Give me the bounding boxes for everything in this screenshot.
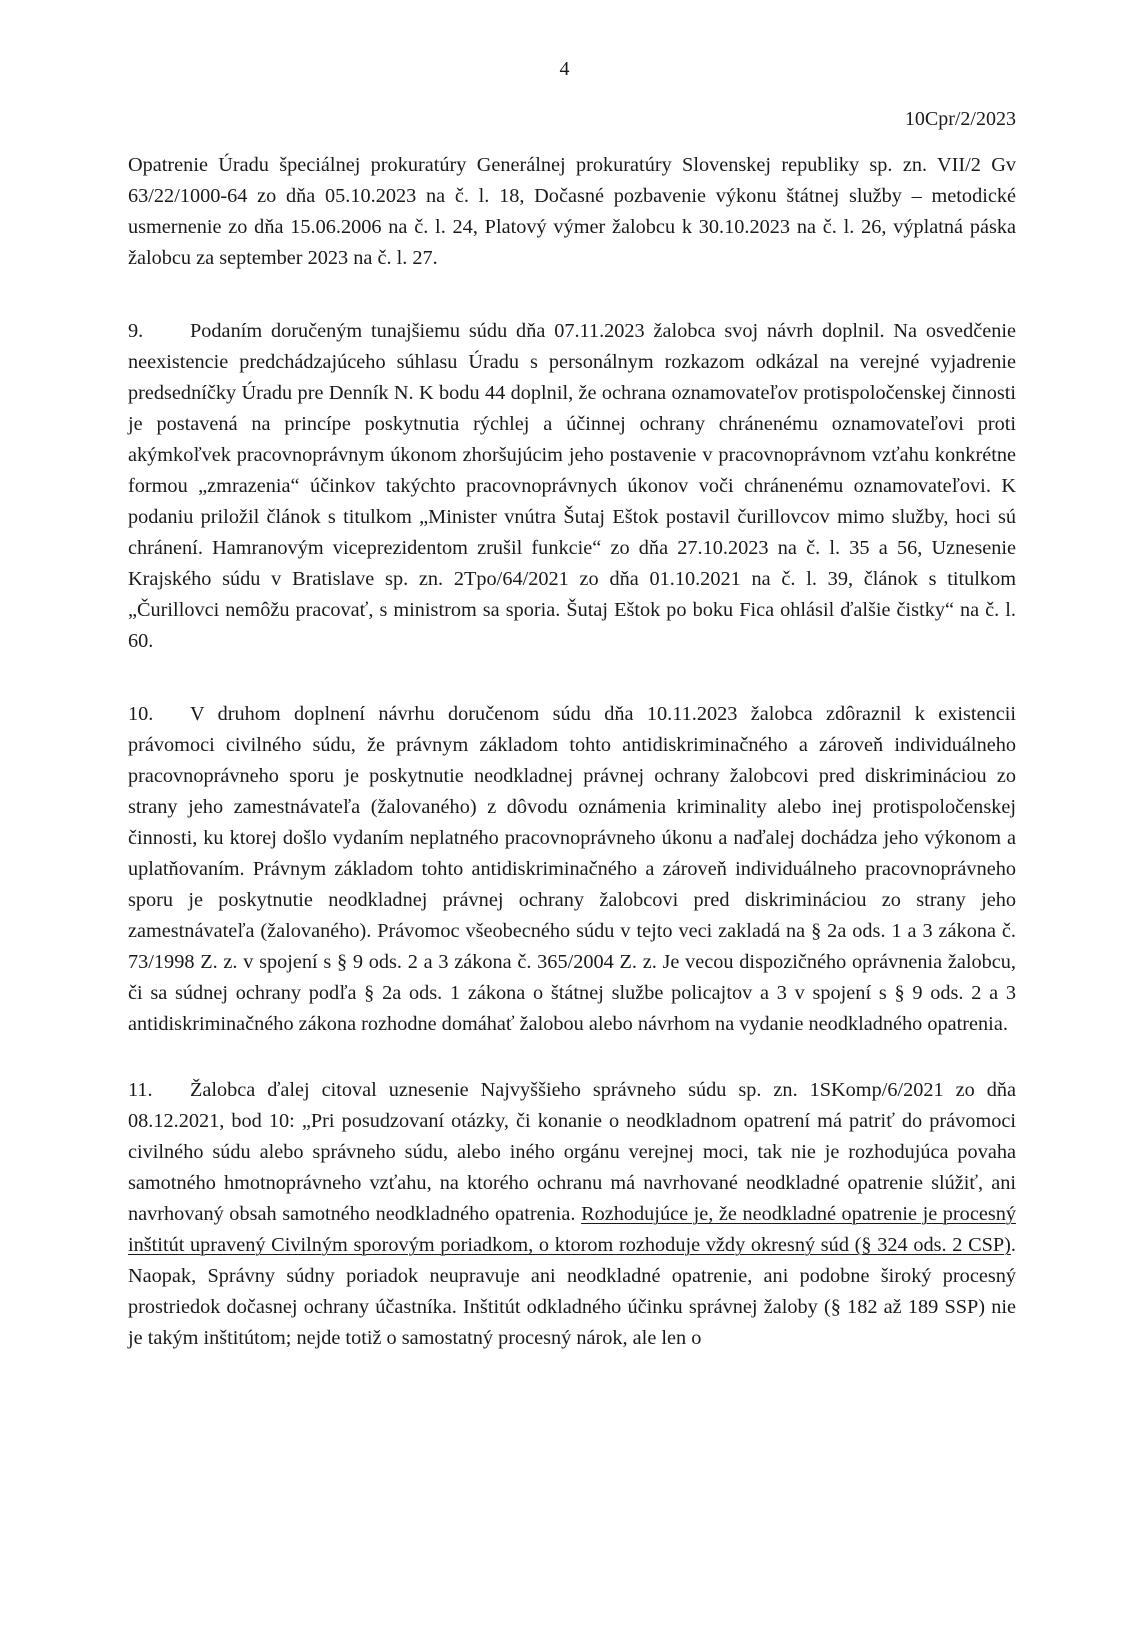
paragraph-10 [128, 699, 1016, 1040]
page-number: 4 [559, 58, 570, 80]
paragraph-continued [128, 150, 1016, 274]
paragraph-text: Opatrenie Úradu špeciálnej prokuratúry Generálnej prokuratúry Slovenskej republiky sp. zn. VII/2 Gv 63/22/1000-64 zo dňa 05.10.2023 na č. l. 18, Dočasné pozbavenie výkonu štátnej služby – metodické usmernenie zo dňa 15.06.2006 na č. l. 24, Platový výmer žalobcu k 30.10.2023 na č. l. 26, výplatná páska žalobcu za september 2023 na č. l. 27. [128, 154, 1016, 269]
paragraph-text: V druhom doplnení návrhu doručenom súdu dňa 10.11.2023 žalobca zdôraznil k existencii právomoci civilného súdu, že právnym základom tohto antidiskriminačného a zároveň individuálneho pracovnoprávneho sporu je poskytnutie neodkladnej právnej ochrany žalobcovi pred diskrimináciou zo strany jeho zamestnávateľa (žalovaného) z dôvodu oznámenia kriminality alebo inej protispoločenskej činnosti, ku ktorej došlo vydaním neplatného pracovnoprávneho úkonu a naďalej dochádza jeho výkonom a uplatňovaním. Právnym základom tohto antidiskriminačného a zároveň individuálneho pracovnoprávneho sporu je poskytnutie neodkladnej právnej ochrany žalobcovi pred diskrimináciou zo strany jeho zamestnávateľa (žalovaného). Právomoc všeobecného súdu v tejto veci zakladá na § 2a ods. 1 a 3 zákona č. 73/1998 Z. z. v spojení s § 9 ods. 2 a 3 zákona č. 365/2004 Z. z. Je vecou dispozičného oprávnenia žalobcu, či sa súdnej ochrany podľa § 2a ods. 1 zákona o štátnej službe policajtov a 3 v spojení s § 9 ods. 2 a 3 antidiskriminačného zákona rozhodne domáhať žalobou alebo návrhom na vydanie neodkladného opatrenia. [128, 703, 1016, 1035]
paragraph-number: 11. [128, 1079, 153, 1101]
paragraph-text: Žalobca ďalej citoval uznesenie Najvyššieho správneho súdu sp. zn. 1SKomp/6/2021 zo dňa 08.12.2021, bod 10: „Pri posudzovaní otázky, či konanie o neodkladnom opatrení má patriť do právomoci civilného súdu alebo správneho súdu, alebo iného orgánu verejnej moci, tak nie je rozhodujúca povaha samotného hmotnoprávneho vzťahu, na ktorého ochranu má navrhované neodkladné opatrenie slúžiť, ani navrhovaný obsah samotného neodkladného opatrenia. [128, 1079, 1016, 1225]
paragraph-number: 10. [128, 703, 154, 725]
paragraph-11 [128, 1075, 1016, 1354]
paragraph-number: 9. [128, 320, 144, 342]
document-body [128, 150, 1016, 1354]
paragraph-text-continued: . Naopak, Správny súdny poriadok neupravuje ani neodkladné opatrenie, ani podobne široký procesný prostriedok dočasnej ochrany účastníka. Inštitút odkladného účinku správnej žaloby (§ 182 až 189 SSP) nie je takým inštitútom; nejde totiž o samostatný procesný nárok, ale len o [128, 1234, 1016, 1349]
paragraph-text: Podaním doručeným tunajšiemu súdu dňa 07.11.2023 žalobca svoj návrh doplnil. Na osvedčenie neexistencie predchádzajúceho súhlasu Úradu s personálnym rozkazom odkázal na verejné vyjadrenie predsedníčky Úradu pre Denník N. K bodu 44 doplnil, že ochrana oznamovateľov protispoločenskej činnosti je postavená na princípe poskytnutia rýchlej a účinnej ochrany chránenému oznamovateľovi proti akýmkoľvek pracovnoprávnym úkonom zhoršujúcim jeho postavenie v pracovnoprávnom vzťahu konkrétne formou „zmrazenia“ účinkov takýchto pracovnoprávnych úkonov voči chránenému oznamovateľovi. K podaniu priložil článok s titulkom „Minister vnútra Šutaj Eštok postavil čurillovcov mimo služby, hoci sú chránení. Hamranovým viceprezidentom zrušil funkcie“ zo dňa 27.10.2023 na č. l. 35 a 56, Uznesenie Krajského súdu v Bratislave sp. zn. 2Tpo/64/2021 zo dňa 01.10.2021 na č. l. 39, článok s titulkom „Čurillovci nemôžu pracovať, s ministrom sa sporia. Šutaj Eštok po boku Fica ohlásil ďalšie čistky“ na č. l. 60. [128, 320, 1016, 652]
underlined-quote: Rozhodujúce je, že neodkladné opatrenie je procesný inštitút upravený Civilným sporovým poriadkom, o ktorom rozhoduje vždy okresný súd (§ 324 ods. 2 CSP) [128, 1203, 1016, 1256]
file-number: 10Cpr/2/2023 [904, 108, 1016, 130]
paragraph-9 [128, 316, 1016, 657]
